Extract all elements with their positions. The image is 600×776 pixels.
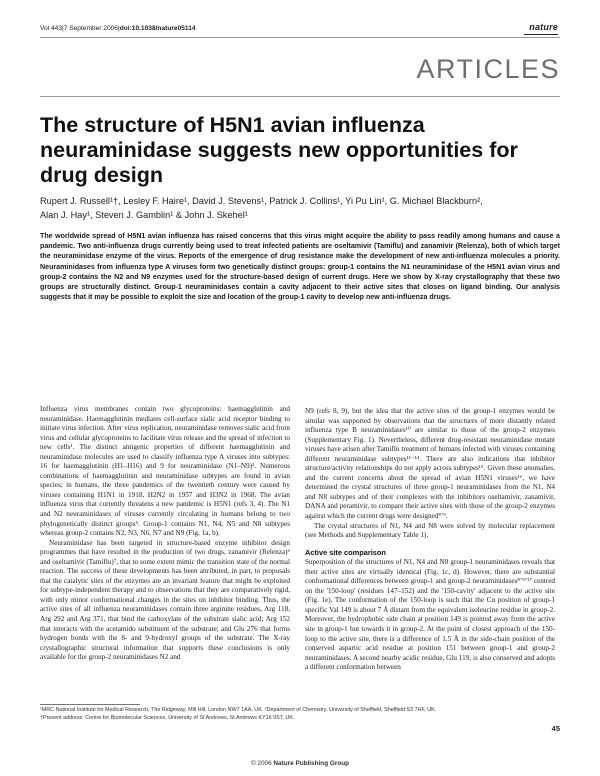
body-paragraph: Superposition of the structures of N1, N4 and N8 group-1 neuraminidases reveals that their active sites are virtually identical (Fig. 1c, d). However, there are substantial conformational differences between group-1 and group-2 neuraminidases⁸ʼ⁹ʼ¹⁷ centred on the '150-loop' (residues 147–152) and the '150-cavity' adjacent to the active site (Fig. 1e). The conformation of the 150-loop is such that the Cα position of group-1 specific Val 149 is about 7 Å distant from the equivalent isoleucine residue in group-2. Moreover, the hydrophobic side chain at position 149 is pointed away from the active site in group-1 but towards it in group-2. At the point of closest approach of the 150-loop to the active site, there is a difference of 1.5 Å in the side-chain position of the conserved aspartic acid residue at position 151 between group-1 and group-2 neuraminidases. A second nearby acidic residue, Glu 119, is also conserved and adopts a different conformation between xyxy=(305,558,555,672)
journal-logo: nature xyxy=(529,22,558,32)
journal-logo-underline xyxy=(524,34,558,35)
body-column-left xyxy=(40,405,290,663)
copyright-year: © 2006 xyxy=(250,760,272,767)
authors-line-2: Alan J. Hay¹, Steven J. Gamblin¹ & John J. Skehel¹ xyxy=(40,209,248,220)
header-divider xyxy=(40,37,560,38)
abstract: The worldwide spread of H5N1 avian influenza has raised concerns that this virus might acquire the ability to pass readily among humans and cause a pandemic. Two anti-influenza drugs currently being used to treat infected patients are oseltamivir (Tamiflu) and zanamivir (Relenza), both of which target the neuraminidase enzyme of the virus. Reports of the emergence of drug resistance make the development of new anti-influenza molecules a priority. Neuraminidases from influenza type A viruses form two genetically distinct groups: group-1 contains the N1 neuraminidase of the H5N1 avian virus and group-2 contains the N2 and N9 enzymes used for the structure-based design of current drugs. Here we show by X-ray crystallography that these two groups are structurally distinct. Group-1 neuraminidases contain a cavity adjacent to their active sites that closes on ligand binding. Our analysis suggests that it may be possible to exploit the size and location of the group-1 cavity to develop new anti-influenza drugs. xyxy=(40,232,560,302)
affiliation-line: †Present address: Centre for Biomolecular Sciences, University of St Andrews, St Andrews KY16 9ST, UK. xyxy=(40,714,295,721)
section-label: ARTICLES xyxy=(416,54,560,84)
affiliations xyxy=(40,707,550,722)
running-header xyxy=(40,22,560,36)
page-number: 45 xyxy=(551,724,560,733)
body-paragraph: The crystal structures of N1, N4 and N8 were solved by molecular replacement (see Methods and Supplementary Table 1). xyxy=(305,521,555,540)
body-column-right xyxy=(305,407,555,673)
citation: Vol 443|7 September 2006| xyxy=(40,25,120,32)
authors-line-1: Rupert J. Russell¹†, Lesley F. Haire¹, David J. Stevens¹, Patrick J. Collins¹, Yi Pu Lin¹, G. Michael Blackburn², xyxy=(40,196,483,206)
article-title: The structure of H5N1 avian influenza neuraminidase suggests new opportunities for drug design xyxy=(40,113,518,187)
section-divider xyxy=(40,96,560,97)
publisher-name: Nature Publishing Group xyxy=(273,760,350,767)
citation-line xyxy=(40,25,196,32)
body-paragraph: N9 (refs 8, 9), but the idea that the active sites of the group-1 enzymes would be similar was supported by observations that the structures of more distantly related influenza type B neuraminidases¹⁰ are similar to those of the group-2 enzymes (Supplementary Fig. 1). Nevertheless, different drug-resistant neuraminidase mutant viruses have arisen after Tamiflu treatment of humans infected with viruses containing different neuraminidase subtypes¹¹⁻¹⁴. There are also indications that inhibitor structure/activity relationships do not apply across subtypes¹⁵. Given these anomalies, and the current concerns about the spread of avian H5N1 viruses¹⁶, we have determined the crystal structures of three group-1 neuraminidases from the N1, N4 and N8 subtypes and of their complexes with the inhibitors oseltamivir, zanamivir, DANA and peramivir, to compare their active sites with those of the group-2 enzymes against which the current drugs were designed⁸ʼ⁹. xyxy=(305,407,555,521)
section-heading: Active site comparison xyxy=(305,547,386,557)
body-paragraph: Influenza virus membranes contain two glycoproteins: haemagglutinin and neuraminidase. Haemagglutinin mediates cell-surface sialic acid receptor binding to initiate virus infection. After virus replication, neuraminidase removes sialic acid from virus and cellular glycoproteins to facilitate virus release and the spread of infection to new cells¹. The distinct antigenic properties of different haemagglutinin and neuraminidase molecules are used to classify influenza type A viruses into subtypes: 16 for haemagglutinin (H1–H16) and 9 for neuraminidase (N1–N9)². Numerous combinations of haemagglutinin and neuraminidase subtypes are found in avian species; in humans, the three pandemics of the twentieth century were caused by viruses containing H1N1 in 1918, H2N2 in 1957 and H3N2 in 1968. The avian influenza virus that currently threatens a new pandemic is H5N1 (refs 3, 4). The N1 and N2 neuraminidases of viruses currently circulating in humans belong to two phylogenetically distinct groups⁵. Group-1 contains N1, N4, N5 and N8 subtypes whereas group-2 contains N2, N3, N6, N7 and N9 (Fig. 1a, b). xyxy=(40,405,290,538)
author-list xyxy=(40,195,560,222)
footnote-divider xyxy=(40,704,140,705)
doi-link[interactable]: doi:10.1038/nature05114 xyxy=(119,25,196,32)
copyright-footer xyxy=(0,760,600,767)
body-paragraph: Neuraminidase has been targeted in structure-based enzyme inhibitor design programmes that have resulted in the production of two drugs, zanamivir (Relenza)⁶ and oseltamivir (Tamiflu)⁷, that to some extent mimic the transition state of the normal reaction. The success of these developments has been attributed, in part, to proposals that the catalytic sites of the enzymes are an invariant feature that might be exploited for subtype-independent therapy and to observations that they are comparatively rigid, with only minor conformational changes in the sites on inhibitor binding. Thus, the active sites of all influenza neuraminidases contain three arginine residues, Arg 118, Arg 292 and Arg 371, that bind the carboxylate of the substrate sialic acid; Arg 152 that interacts with the acetamido substituent of the substrate; and Glu 276 that forms hydrogen bonds with the 8- and 9-hydroxyl groups of the substrate. The X-ray crystallographic structural information that supports these conclusions is only available for the group-2 neuraminidases N2 and xyxy=(40,538,290,662)
affiliation-line: ¹MRC National Institute for Medical Research, The Ridgeway, Mill Hill, London NW7 1AA, UK. ²Department of Chemistry, University of Sheffield, Sheffield S3 7HF, UK. xyxy=(40,707,437,713)
